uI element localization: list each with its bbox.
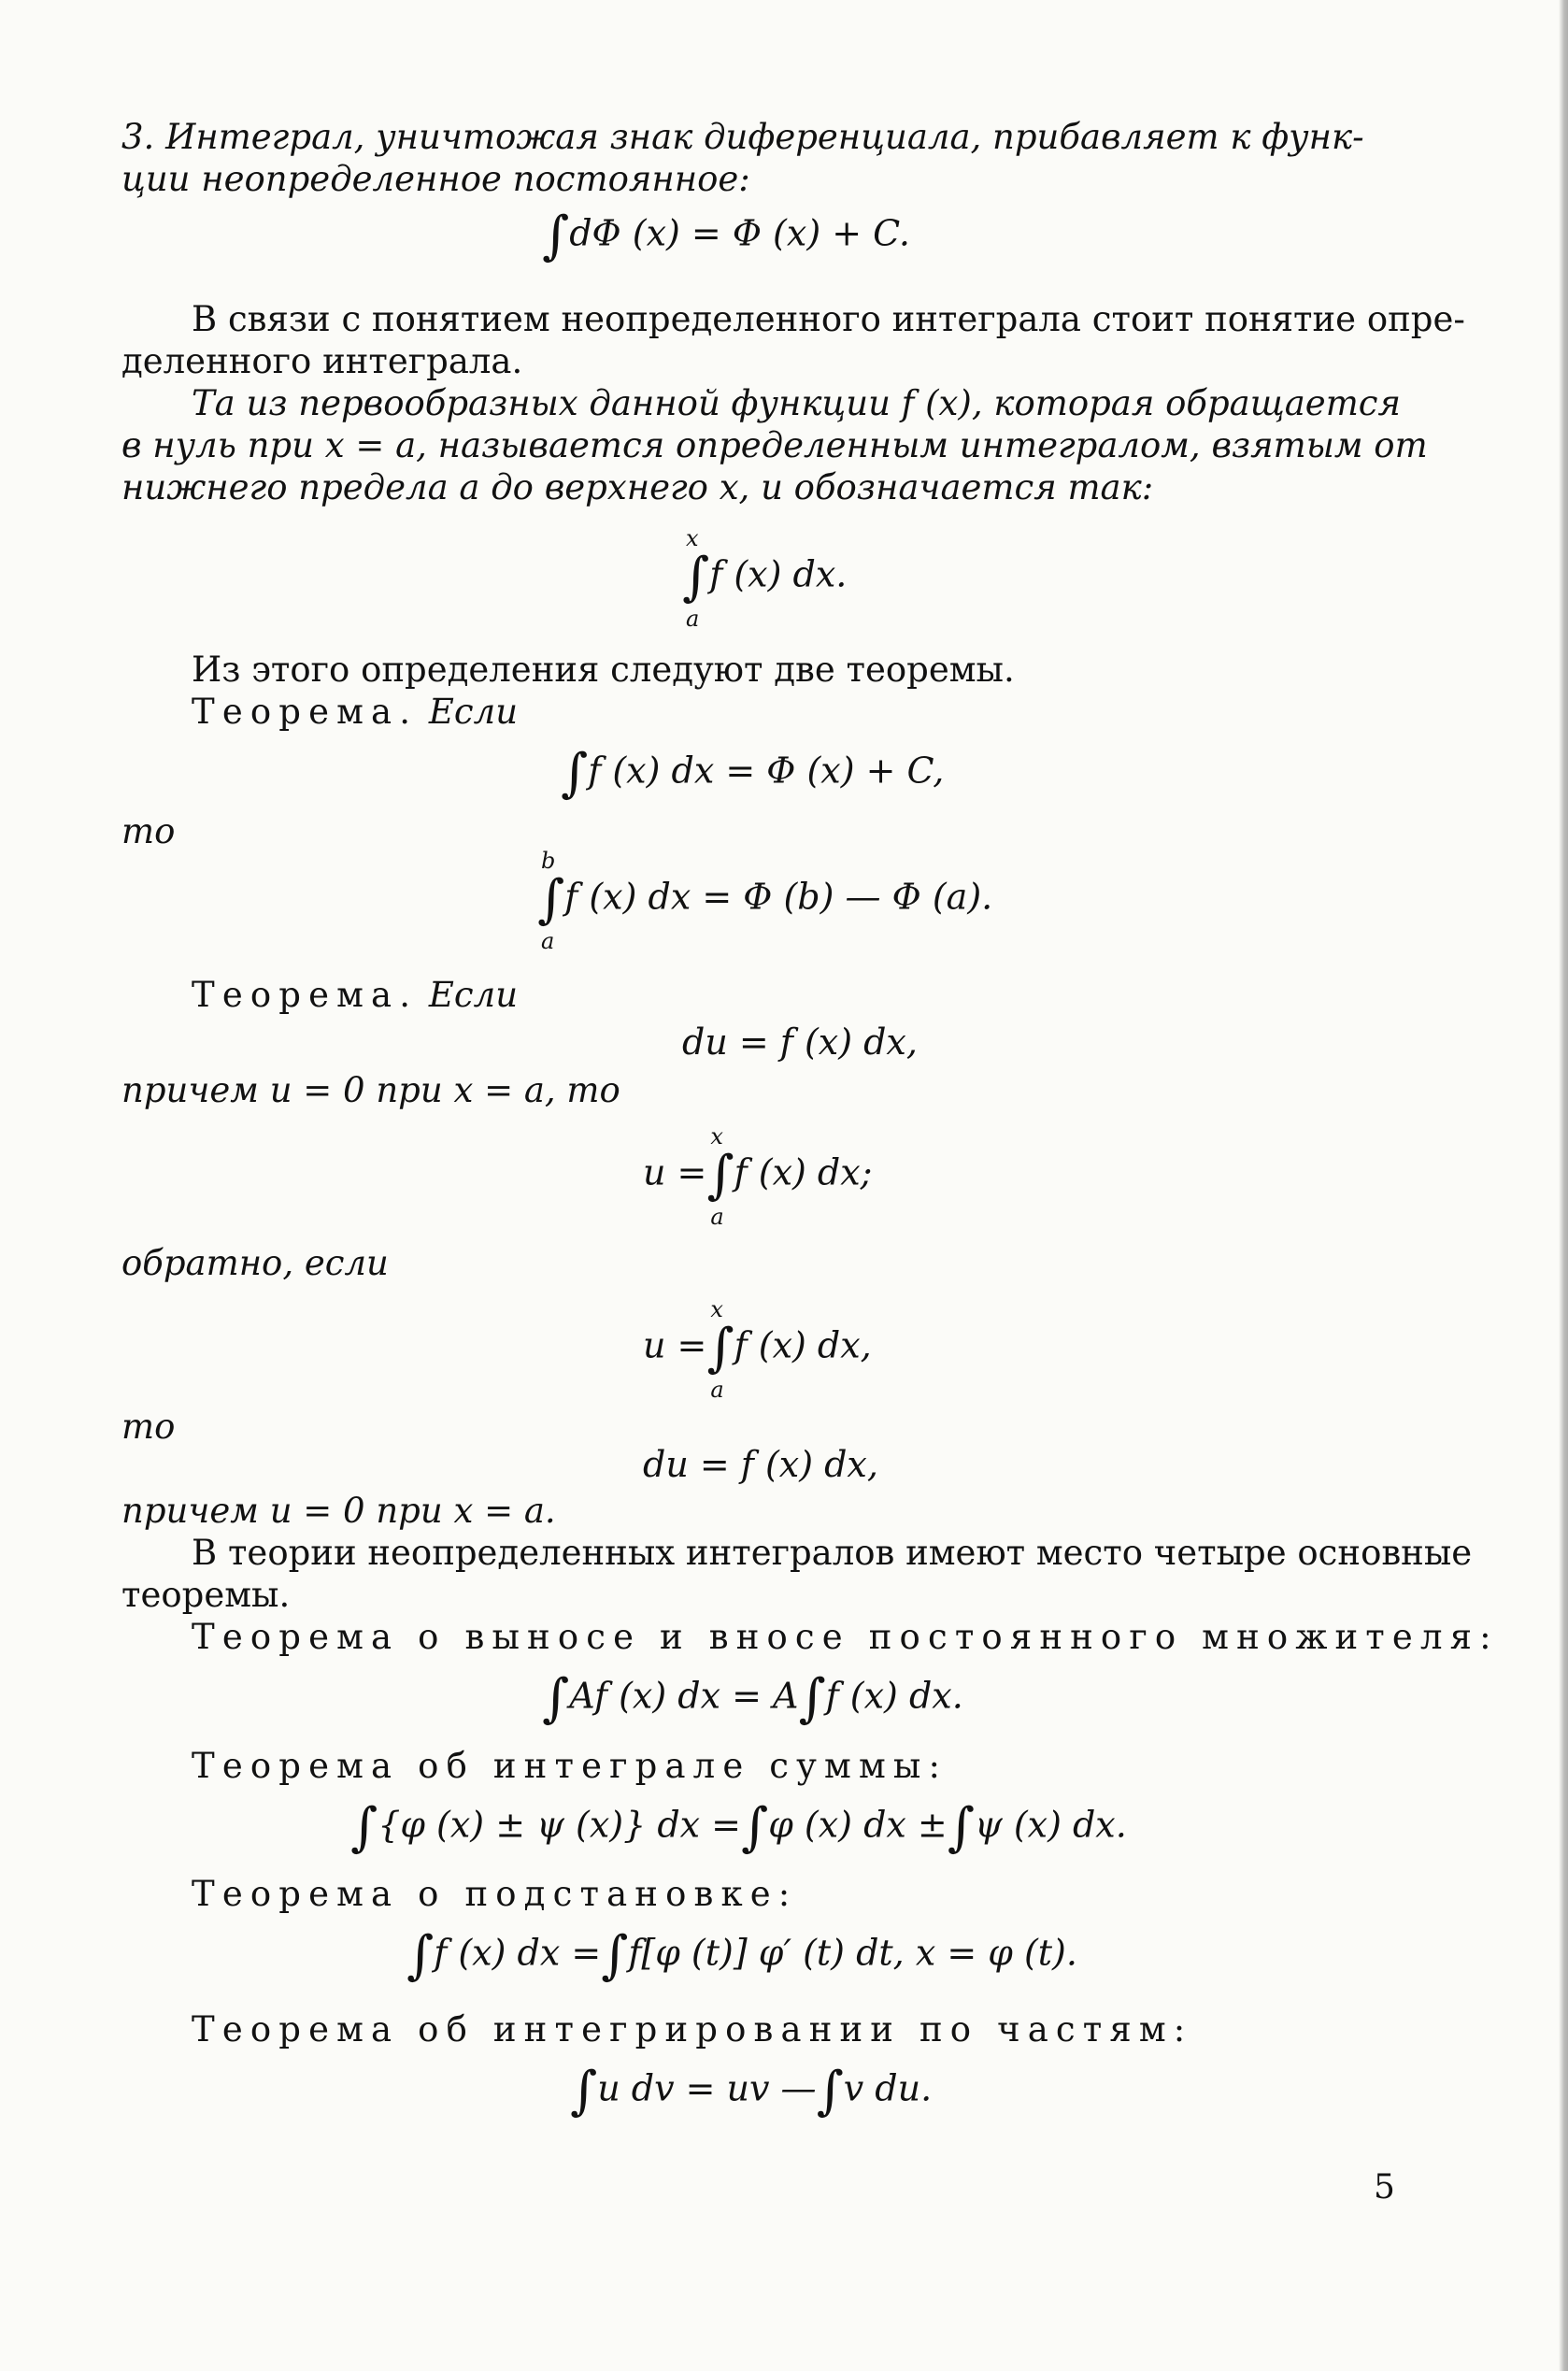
equation-1: ∫dΦ (x) = Φ (x) + C. [542,206,910,266]
integral-sign: ∫ [537,869,565,930]
equation-7: u =∫ x a f (x) dx, [643,1296,872,1403]
equation-4: ∫ b a f (x) dx = Φ (b) — Φ (a). [537,848,993,954]
integral-sign: ∫ [706,1318,734,1378]
theorem-5-heading: Теорема о подстановке: [192,1874,798,1914]
paragraph-2: Из этого определения следуют две теоремы. [192,650,1015,690]
theorem-3-heading: Теорема о выносе и вносе постоянного множителя: [192,1617,1499,1657]
section-3-line-1: 3. Интеграл, уничтожая знак диференциала, прибавляет к функ- [121,117,1364,157]
equation-5: du = f (x) dx, [682,1021,918,1063]
integral-sign: ∫ [741,1797,769,1858]
then-word-1: то [121,811,176,851]
theorem-1-heading: Теорема. Если [192,692,519,732]
paragraph-1-line-1: В связи с понятием неопределенного интеграла стоит понятие опре- [192,299,1465,339]
integral-sign: ∫ [542,1668,570,1729]
lower-limit: a [710,1204,724,1230]
integral-sign: ∫ [947,1797,975,1858]
condition-1: причем u = 0 при x = a, то [121,1070,620,1110]
then-word-2: то [121,1407,176,1447]
paragraph-3-line-2: теоремы. [121,1575,291,1615]
upper-limit: x [710,1296,723,1322]
integral-sign: ∫ [406,1925,435,1986]
lower-limit: a [686,606,700,632]
theorem-4-heading: Теорема об интеграле суммы: [192,1746,948,1786]
integral-sign: ∫ [570,2061,598,2121]
scan-edge-shadow [1559,0,1568,2371]
equation-9: ∫Af (x) dx = A∫f (x) dx. [542,1668,963,1729]
converse-line: обратно, если [121,1243,389,1283]
lower-limit: a [710,1377,724,1403]
definition-line-3: нижнего предела a до верхнего x, и обозначается так: [121,467,1154,507]
equation-6: u =∫ x a f (x) dx; [643,1123,873,1230]
equation-10: ∫{φ (x) ± ψ (x)} dx =∫φ (x) dx ±∫ψ (x) dx. [350,1797,1127,1858]
integral-sign: ∫ [706,1145,734,1206]
integral-sign: ∫ [816,2061,844,2121]
page-number: 5 [1374,2168,1395,2207]
upper-limit: x [686,525,699,551]
definition-line-1: Та из первообразных данной функции f (x), которая обращается [192,383,1402,423]
integral-sign: ∫ [798,1668,826,1729]
paragraph-3-line-1: В теории неопределенных интегралов имеют место четыре основные [192,1533,1473,1573]
lower-limit: a [541,928,555,954]
condition-2: причем u = 0 при x = a. [121,1491,556,1531]
equation-12: ∫u dv = uv —∫v du. [570,2061,933,2121]
upper-limit: x [710,1123,723,1150]
upper-limit: b [541,848,556,874]
equation-2: ∫ x a f (x) dx. [682,525,848,632]
integral-sign: ∫ [350,1797,378,1858]
definition-line-2: в нуль при x = a, называется определенным интегралом, взятым от [121,425,1428,465]
theorem-6-heading: Теорема об интегрировании по частям: [192,2009,1193,2050]
integral-sign: ∫ [542,206,570,266]
equation-8: du = f (x) dx, [643,1444,878,1485]
paragraph-1-line-2: деленного интеграла. [121,341,523,381]
integral-sign: ∫ [601,1925,629,1986]
equation-3: ∫f (x) dx = Φ (x) + C, [561,743,945,804]
integral-sign: ∫ [561,743,589,804]
section-3-line-2: ции неопределенное постоянное: [121,159,750,199]
theorem-2-heading: Теорема. Если [192,975,519,1015]
equation-11: ∫f (x) dx =∫f[φ (t)] φ′ (t) dt, x = φ (t). [406,1925,1077,1986]
integral-sign: ∫ [682,547,710,607]
